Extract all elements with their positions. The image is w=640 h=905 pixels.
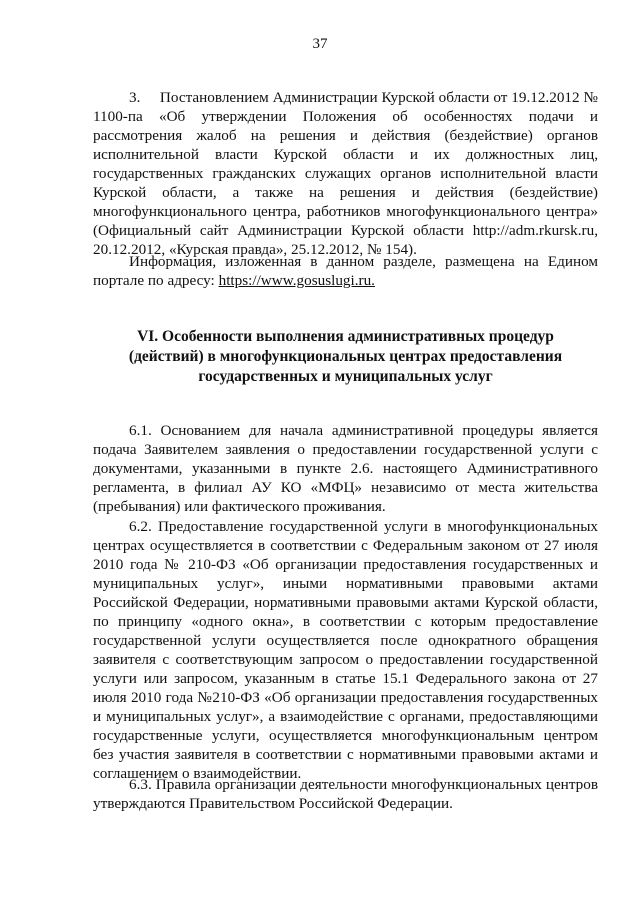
page-number: 37: [312, 36, 328, 52]
section-heading-line-1: VI. Особенности выполнения административных процедур: [137, 328, 554, 345]
list-item-text: Постановлением Администрации Курской области от 19.12.2012 № 1100-па «Об утверждении Положения об особенностях подачи и рассмотрения жалоб на решения и действия (бездействие) органов исполнительной власти Курской области и их должностных лиц, государственных гражданских служащих органов исполнительной власти Курской области, а также на решения и действия (бездействие) многофункционального центра, работников многофункционального центра» (Официальный сайт Администрации Курской области http://adm.rkursk.ru, 20.12.2012, «Курская правда», 25.12.2012, № 154).: [93, 89, 598, 258]
section-heading-line-2: (действий) в многофункциональных центрах предоставления: [128, 348, 563, 365]
info-text: Информация, изложенная в данном разделе, размещена на Едином портале по адресу:: [93, 253, 598, 289]
info-paragraph: [93, 252, 598, 290]
section-heading-line-3: государственных и муниципальных услуг: [198, 368, 493, 385]
gosuslugi-link[interactable]: https://www.gosuslugi.ru.: [218, 272, 375, 289]
list-item-3: [93, 88, 598, 259]
paragraph-6-1: 6.1. Основанием для начала административной процедуры является подача Заявителем заявления о предоставлении государственной услуги с документами, указанными в пункте 2.6. настоящего Административного регламента, в филиал АУ КО «МФЦ» независимо от места жительства (пребывания) или фактического проживания.: [93, 422, 598, 515]
paragraph-6-2: 6.2. Предоставление государственной услуги в многофункциональных центрах осуществляется в соответствии с Федеральным законом от 27 июля 2010 года № 210-ФЗ «Об организации предоставления государственных и муниципальных услуг», иными нормативными правовыми актами Российской Федерации, нормативными правовыми актами Курской области, по принципу «одного окна», в соответствии с которым предоставление государственной услуги осуществляется после однократного обращения заявителя с соответствующим запросом о предоставлении государственной услуги или запросом, указанным в статье 15.1 Федерального закона от 27 июля 2010 года №210-ФЗ «Об организации предоставления государственных и муниципальных услуг», а взаимодействие с органами, предоставляющими государственные услуги, осуществляется многофункциональным центром без участия заявителя в соответствии с нормативными правовыми актами и соглашением о взаимодействии.: [93, 518, 598, 782]
list-item-number: 3.: [129, 89, 141, 106]
section-heading: [93, 327, 598, 387]
paragraph-6-3: 6.3. Правила организации деятельности многофункциональных центров утверждаются Правительством Российской Федерации.: [93, 776, 598, 812]
